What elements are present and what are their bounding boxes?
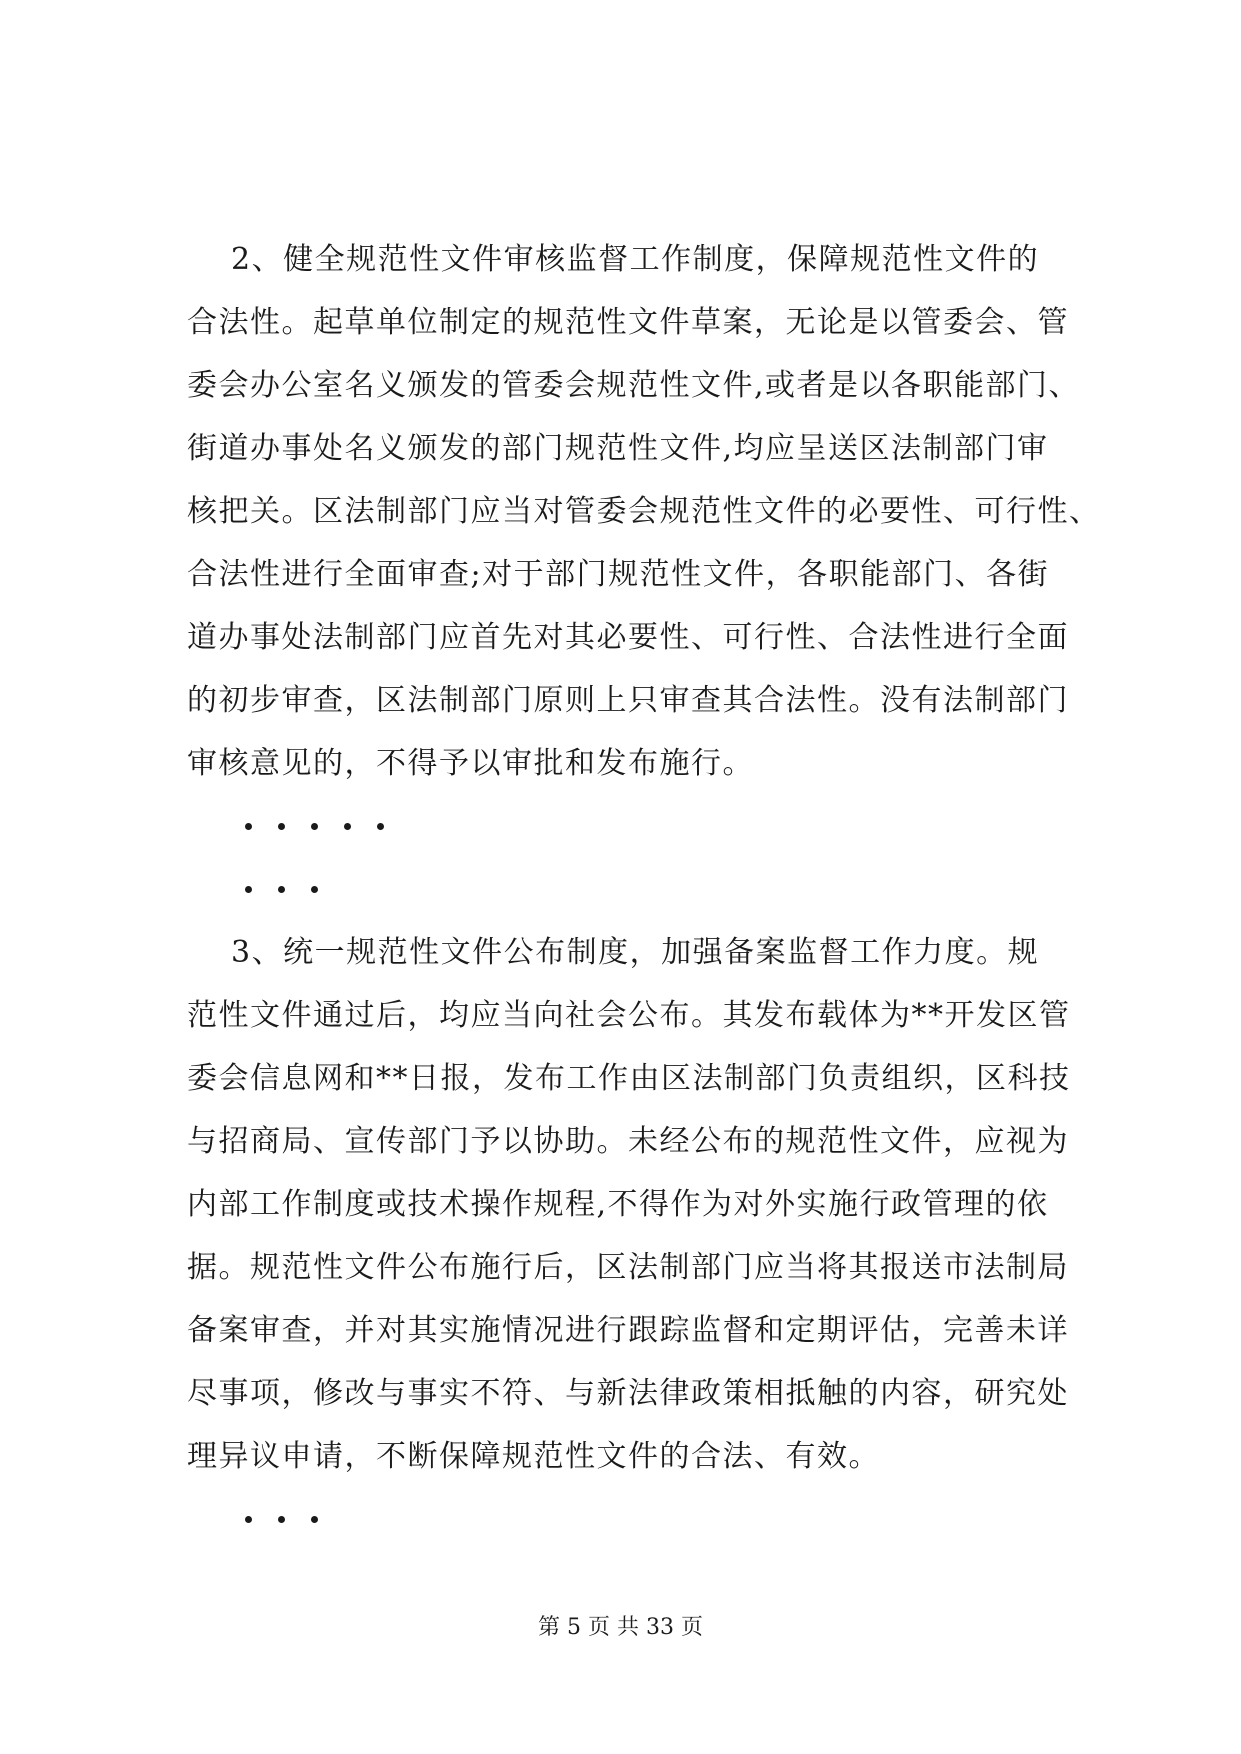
bullet-dot [278,1516,285,1523]
bullet-dot [245,1516,252,1523]
text-line: 2、健全规范性文件审核监督工作制度，保障规范性文件的 [231,242,1040,277]
text-line: 的初步审查，区法制部门原则上只审查其合法性。没有法制部门 [187,683,1069,718]
text-line: 备案审查，并对其实施情况进行跟踪监督和定期评估，完善未详 [187,1313,1069,1348]
text-line: 理异议申请，不断保障规范性文件的合法、有效。 [187,1439,880,1474]
text-line: 据。规范性文件公布施行后，区法制部门应当将其报送市法制局 [187,1250,1069,1285]
text-line: 合法性。起草单位制定的规范性文件草案，无论是以管委会、管 [187,305,1069,340]
page-number-footer: 第 5 页 共 33 页 [538,1615,703,1640]
bullet-dot [245,886,252,893]
text-line: 内部工作制度或技术操作规程,不得作为对外实施行政管理的依 [187,1187,1049,1222]
ellipsis-dots-row [187,1488,1097,1551]
bullet-dot [278,886,285,893]
bullet-dot [278,823,285,830]
document-body [187,228,1101,1551]
text-line: 范性文件通过后，均应当向社会公布。其发布载体为**开发区管 [187,998,1071,1033]
bullet-dot [245,823,252,830]
text-line: 与招商局、宣传部门予以协助。未经公布的规范性文件，应视为 [187,1124,1069,1159]
text-line: 委会办公室名义颁发的管委会规范性文件,或者是以各职能部门、 [187,368,1081,403]
paragraph-2 [187,921,1097,1488]
text-line: 合法性进行全面审查;对于部门规范性文件，各职能部门、各街 [187,557,1050,592]
text-line: 核把关。区法制部门应当对管委会规范性文件的必要性、可行性、 [187,494,1101,529]
text-line: 尽事项，修改与事实不符、与新法律政策相抵触的内容，研究处 [187,1376,1069,1411]
text-line: 委会信息网和**日报，发布工作由区法制部门负责组织，区科技 [187,1061,1071,1096]
text-line: 3、统一规范性文件公布制度，加强备案监督工作力度。规 [231,935,1040,970]
bullet-dot [311,886,318,893]
bullet-dot [377,823,384,830]
text-line: 街道办事处名义颁发的部门规范性文件,均应呈送区法制部门审 [187,431,1049,466]
text-line: 审核意见的，不得予以审批和发布施行。 [187,746,754,781]
paragraph-1 [187,228,1101,795]
ellipsis-dots-row [187,795,1097,858]
text-line: 道办事处法制部门应首先对其必要性、可行性、合法性进行全面 [187,620,1069,655]
bullet-dot [311,823,318,830]
bullet-dot [311,1516,318,1523]
bullet-dot [344,823,351,830]
ellipsis-dots-row [187,858,1097,921]
